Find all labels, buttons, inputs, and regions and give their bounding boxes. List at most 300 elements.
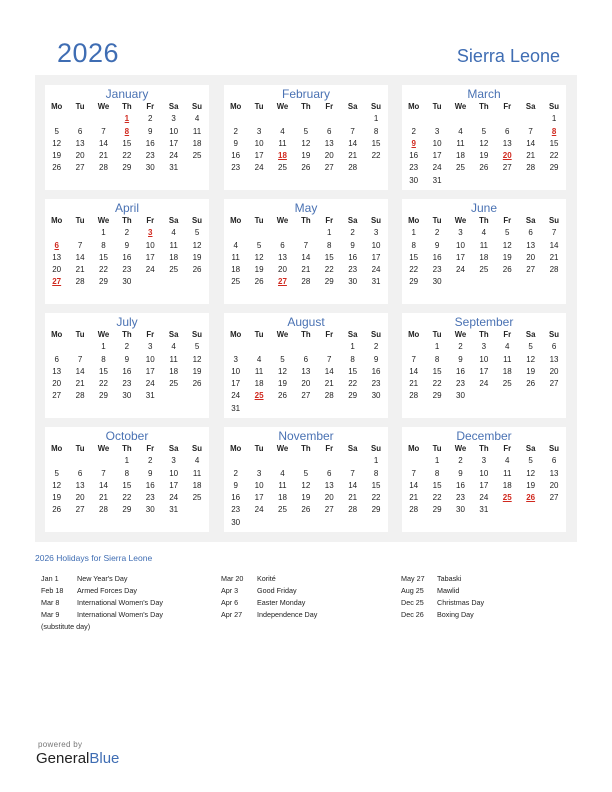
day-cell: 11 xyxy=(278,480,287,490)
holiday-name: Mawlid xyxy=(437,586,460,595)
day-cell: 1 xyxy=(327,228,332,238)
month-march xyxy=(402,85,566,190)
weekday-header: Mo xyxy=(408,102,420,111)
day-cell: 10 xyxy=(169,126,179,136)
empty-cell xyxy=(224,341,247,353)
day-cell: 6 xyxy=(551,342,557,352)
day-cell: 6 xyxy=(54,354,59,364)
day-cell: 17 xyxy=(169,138,179,148)
day-cell: 5 xyxy=(280,354,285,364)
day-cell: 14 xyxy=(99,138,108,148)
month-april xyxy=(45,199,209,304)
day-cell: 21 xyxy=(409,379,419,389)
weekday-header: Th xyxy=(479,330,489,339)
day-cell: 30 xyxy=(122,391,132,401)
day-cell: 13 xyxy=(75,480,85,490)
day-cell: 22 xyxy=(324,265,334,275)
day-cell: 14 xyxy=(99,480,108,490)
day-cell: 4 xyxy=(233,240,238,250)
day-cell: 6 xyxy=(327,126,332,136)
day-cell: 9 xyxy=(434,240,440,250)
weekday-header: Sa xyxy=(525,216,536,225)
day-cell: 17 xyxy=(231,379,241,389)
weekday-header: Tu xyxy=(75,102,85,111)
day-cell: 18 xyxy=(456,151,465,161)
day-cell: 5 xyxy=(528,342,533,352)
weekday-header: Sa xyxy=(168,102,179,111)
day-cell: 22 xyxy=(371,493,381,503)
day-cell: 11 xyxy=(479,240,489,250)
day-cell: 16 xyxy=(371,366,381,376)
day-cell: 3 xyxy=(434,126,440,136)
day-cell: 5 xyxy=(256,240,262,250)
day-cell: 2 xyxy=(458,456,463,466)
day-cell: 16 xyxy=(456,366,465,376)
day-cell: 16 xyxy=(409,151,419,161)
day-cell: 3 xyxy=(171,114,176,124)
day-cell: 30 xyxy=(231,517,241,527)
day-cell: 11 xyxy=(169,240,178,250)
day-cell: 5 xyxy=(303,468,309,478)
weekday-header: Su xyxy=(371,102,382,111)
day-cell: 8 xyxy=(434,468,440,478)
empty-cell xyxy=(294,455,317,467)
day-cell: 5 xyxy=(194,228,200,238)
day-cell: 3 xyxy=(458,228,463,238)
day-cell: 20 xyxy=(324,493,334,503)
empty-cell xyxy=(45,113,68,125)
day-cell: 26 xyxy=(254,277,264,287)
day-cell: 14 xyxy=(348,138,358,148)
day-cell: 19 xyxy=(52,493,62,503)
day-cell: 22 xyxy=(122,493,132,503)
day-cell: 19 xyxy=(502,252,512,262)
weekday-header: We xyxy=(276,216,289,225)
empty-cell xyxy=(247,455,270,467)
day-cell: 9 xyxy=(148,468,153,478)
day-cell: 3 xyxy=(481,456,487,466)
day-cell: 9 xyxy=(148,126,153,136)
empty-cell xyxy=(318,113,341,125)
day-cell: 11 xyxy=(503,354,512,364)
day-cell: 12 xyxy=(52,480,62,490)
day-cell: 13 xyxy=(52,252,62,262)
day-cell: 16 xyxy=(145,138,155,148)
day-cell: 14 xyxy=(75,252,85,262)
day-cell: 24 xyxy=(169,493,179,503)
day-cell: 15 xyxy=(371,480,381,490)
day-cell: 27 xyxy=(502,163,512,173)
weekday-header: Tu xyxy=(432,444,442,453)
day-cell: 9 xyxy=(373,354,379,364)
day-cell: 9 xyxy=(233,480,238,490)
weekday-header: Mo xyxy=(230,216,242,225)
day-cell: 29 xyxy=(348,391,358,401)
day-cell: 8 xyxy=(124,468,130,478)
weekday-header: Tu xyxy=(254,330,264,339)
day-cell: 16 xyxy=(122,252,132,262)
weekday-header: Sa xyxy=(525,102,536,111)
weekday-header: Sa xyxy=(168,444,179,453)
day-cell: 27 xyxy=(324,505,334,515)
month-september xyxy=(402,313,566,418)
month-grid xyxy=(402,215,566,289)
weekday-header: We xyxy=(454,102,467,111)
substitute-note: (substitute day) xyxy=(41,622,91,631)
day-cell: 29 xyxy=(432,505,442,515)
weekday-header: Mo xyxy=(51,444,63,453)
day-cell: 22 xyxy=(371,151,381,161)
day-cell: 2 xyxy=(233,126,238,136)
holiday-row xyxy=(41,609,163,621)
day-cell: 12 xyxy=(278,366,287,376)
weekday-header: Su xyxy=(192,444,203,453)
day-cell: 30 xyxy=(456,391,465,401)
weekday-header: Fr xyxy=(503,330,512,339)
day-cell: 10 xyxy=(432,138,442,148)
day-cell: 13 xyxy=(278,252,287,262)
day-cell: 3 xyxy=(148,342,153,352)
month-grid xyxy=(224,101,388,175)
weekday-header: Sa xyxy=(168,330,179,339)
day-cell: 27 xyxy=(75,163,85,173)
weekday-header: Su xyxy=(549,444,560,453)
day-cell: 21 xyxy=(549,252,559,262)
day-cell: 26 xyxy=(301,163,311,173)
month-name: September xyxy=(454,315,514,329)
holiday-day: 8 xyxy=(124,126,130,136)
day-cell: 1 xyxy=(411,228,416,238)
day-cell: 2 xyxy=(411,126,416,136)
day-cell: 29 xyxy=(122,163,132,173)
day-cell: 3 xyxy=(256,126,262,136)
day-cell: 31 xyxy=(479,505,489,515)
day-cell: 22 xyxy=(549,151,559,161)
holiday-name: Tabaski xyxy=(437,574,462,583)
day-cell: 24 xyxy=(254,505,264,515)
weekday-header: Fr xyxy=(325,330,334,339)
day-cell: 24 xyxy=(479,379,489,389)
day-cell: 19 xyxy=(192,366,202,376)
day-cell: 20 xyxy=(526,252,536,262)
empty-cell xyxy=(271,227,294,239)
empty-cell xyxy=(449,113,472,125)
day-cell: 30 xyxy=(409,175,419,185)
day-cell: 20 xyxy=(549,480,559,490)
day-cell: 2 xyxy=(124,228,130,238)
day-cell: 1 xyxy=(551,114,557,124)
weekday-header: We xyxy=(97,216,110,225)
day-cell: 21 xyxy=(75,379,85,389)
holiday-date: Feb 18 xyxy=(41,586,64,595)
weekday-header: Sa xyxy=(347,444,358,453)
day-cell: 27 xyxy=(324,163,334,173)
day-cell: 25 xyxy=(169,265,179,275)
day-cell: 12 xyxy=(479,138,489,148)
day-cell: 1 xyxy=(434,456,440,466)
day-cell: 18 xyxy=(479,252,489,262)
day-cell: 29 xyxy=(122,505,132,515)
weekday-header: We xyxy=(276,444,289,453)
day-cell: 18 xyxy=(502,480,512,490)
empty-cell xyxy=(402,341,425,353)
empty-cell xyxy=(68,455,91,467)
day-cell: 25 xyxy=(278,163,287,173)
day-cell: 1 xyxy=(101,342,106,352)
month-june xyxy=(402,199,566,304)
day-cell: 18 xyxy=(254,379,264,389)
holiday-day: 9 xyxy=(411,138,416,148)
day-cell: 25 xyxy=(278,505,287,515)
day-cell: 23 xyxy=(145,151,155,161)
holiday-column-1 xyxy=(41,573,163,633)
holiday-row xyxy=(41,573,163,585)
month-grid xyxy=(224,443,388,529)
holiday-day: 1 xyxy=(124,114,130,124)
holiday-name: International Women's Day xyxy=(77,610,163,619)
weekday-header: Mo xyxy=(408,330,420,339)
weekday-header: Su xyxy=(192,216,203,225)
day-cell: 28 xyxy=(75,391,85,401)
month-name: August xyxy=(287,315,325,329)
month-december xyxy=(402,427,566,532)
day-cell: 23 xyxy=(409,163,419,173)
weekday-header: Th xyxy=(122,444,132,453)
day-cell: 2 xyxy=(233,468,238,478)
day-cell: 7 xyxy=(350,468,355,478)
day-cell: 12 xyxy=(301,138,311,148)
day-cell: 30 xyxy=(456,505,465,515)
empty-cell xyxy=(318,455,341,467)
day-cell: 5 xyxy=(54,468,59,478)
month-name: November xyxy=(278,429,334,443)
holiday-day: 27 xyxy=(278,277,287,287)
day-cell: 27 xyxy=(52,391,62,401)
day-cell: 31 xyxy=(169,505,179,515)
brand-logo[interactable] xyxy=(36,750,119,767)
weekday-header: Mo xyxy=(230,444,242,453)
day-cell: 2 xyxy=(434,228,440,238)
day-cell: 4 xyxy=(481,228,487,238)
day-cell: 30 xyxy=(348,277,358,287)
month-name: December xyxy=(456,429,512,443)
month-grid xyxy=(45,101,209,175)
day-cell: 31 xyxy=(432,175,442,185)
month-grid xyxy=(45,329,209,403)
day-cell: 12 xyxy=(301,480,311,490)
holidays-title: 2026 Holidays for Sierra Leone xyxy=(35,553,153,563)
day-cell: 1 xyxy=(350,342,355,352)
holiday-column-3 xyxy=(401,573,484,621)
weekday-header: We xyxy=(276,330,289,339)
day-cell: 30 xyxy=(145,163,155,173)
day-cell: 5 xyxy=(54,126,59,136)
day-cell: 2 xyxy=(373,342,379,352)
weekday-header: Mo xyxy=(51,330,63,339)
day-cell: 13 xyxy=(52,366,62,376)
day-cell: 8 xyxy=(350,354,355,364)
holiday-row xyxy=(41,597,163,609)
weekday-header: Mo xyxy=(230,330,242,339)
day-cell: 16 xyxy=(456,480,465,490)
day-cell: 22 xyxy=(348,379,358,389)
day-cell: 24 xyxy=(432,163,442,173)
weekday-header: Sa xyxy=(525,330,536,339)
day-cell: 18 xyxy=(231,265,241,275)
day-cell: 7 xyxy=(303,240,309,250)
day-cell: 28 xyxy=(301,277,311,287)
day-cell: 14 xyxy=(409,366,419,376)
weekday-header: Su xyxy=(549,216,560,225)
day-cell: 16 xyxy=(348,252,358,262)
day-cell: 24 xyxy=(479,493,489,503)
day-cell: 1 xyxy=(101,228,106,238)
weekday-header: Sa xyxy=(525,444,536,453)
day-cell: 21 xyxy=(301,265,311,275)
day-cell: 16 xyxy=(432,252,442,262)
weekday-header: Tu xyxy=(254,216,264,225)
weekday-header: Su xyxy=(371,216,382,225)
day-cell: 13 xyxy=(549,354,559,364)
day-cell: 1 xyxy=(373,456,379,466)
day-cell: 11 xyxy=(192,468,202,478)
weekday-header: Sa xyxy=(168,216,179,225)
brand-blue: Blue xyxy=(89,750,120,767)
month-name: July xyxy=(116,315,138,329)
day-cell: 29 xyxy=(99,277,108,287)
weekday-header: Sa xyxy=(347,102,358,111)
day-cell: 7 xyxy=(411,468,416,478)
day-cell: 18 xyxy=(192,138,202,148)
day-cell: 28 xyxy=(324,391,334,401)
day-cell: 26 xyxy=(526,379,536,389)
day-cell: 24 xyxy=(456,265,465,275)
day-cell: 15 xyxy=(549,138,559,148)
weekday-header: Fr xyxy=(503,444,512,453)
day-cell: 23 xyxy=(456,379,465,389)
weekday-header: We xyxy=(97,102,110,111)
day-cell: 20 xyxy=(278,265,287,275)
day-cell: 25 xyxy=(192,493,202,503)
day-cell: 8 xyxy=(327,240,332,250)
holiday-row xyxy=(41,585,163,597)
month-grid xyxy=(402,101,566,187)
day-cell: 2 xyxy=(350,228,355,238)
day-cell: 15 xyxy=(432,480,442,490)
day-cell: 27 xyxy=(75,505,85,515)
day-cell: 2 xyxy=(124,342,130,352)
weekday-header: Su xyxy=(192,330,203,339)
month-grid xyxy=(45,443,209,517)
day-cell: 14 xyxy=(549,240,559,250)
day-cell: 25 xyxy=(169,379,179,389)
day-cell: 30 xyxy=(371,391,381,401)
empty-cell xyxy=(247,227,270,239)
day-cell: 4 xyxy=(505,456,510,466)
day-cell: 20 xyxy=(549,366,559,376)
day-cell: 2 xyxy=(148,114,153,124)
weekday-header: Th xyxy=(301,330,311,339)
day-cell: 23 xyxy=(432,265,442,275)
brand-general: General xyxy=(36,750,90,767)
day-cell: 23 xyxy=(122,379,132,389)
month-july xyxy=(45,313,209,418)
day-cell: 8 xyxy=(101,354,106,364)
day-cell: 5 xyxy=(481,126,487,136)
day-cell: 25 xyxy=(479,265,489,275)
holiday-date: Dec 26 xyxy=(401,610,424,619)
day-cell: 20 xyxy=(75,151,85,161)
day-cell: 18 xyxy=(192,480,202,490)
day-cell: 17 xyxy=(479,480,489,490)
empty-cell xyxy=(519,113,542,125)
weekday-header: Th xyxy=(122,330,132,339)
weekday-header: Th xyxy=(479,102,489,111)
empty-cell xyxy=(294,113,317,125)
day-cell: 29 xyxy=(549,163,559,173)
day-cell: 12 xyxy=(526,354,536,364)
day-cell: 6 xyxy=(327,468,332,478)
day-cell: 6 xyxy=(280,240,285,250)
holiday-date: Dec 25 xyxy=(401,598,424,607)
month-may xyxy=(224,199,388,304)
day-cell: 19 xyxy=(479,151,489,161)
day-cell: 3 xyxy=(171,456,176,466)
day-cell: 8 xyxy=(434,354,440,364)
day-cell: 24 xyxy=(169,151,179,161)
day-cell: 19 xyxy=(192,252,202,262)
empty-cell xyxy=(68,113,91,125)
day-cell: 6 xyxy=(551,456,557,466)
day-cell: 15 xyxy=(371,138,381,148)
day-cell: 27 xyxy=(549,379,559,389)
day-cell: 30 xyxy=(432,277,442,287)
day-cell: 10 xyxy=(254,138,264,148)
holiday-name: Independence Day xyxy=(257,610,318,619)
day-cell: 5 xyxy=(528,456,533,466)
empty-cell xyxy=(425,113,448,125)
day-cell: 23 xyxy=(231,505,241,515)
day-cell: 21 xyxy=(75,265,85,275)
day-cell: 5 xyxy=(194,342,200,352)
weekday-header: Su xyxy=(549,330,560,339)
weekday-header: Th xyxy=(301,444,311,453)
day-cell: 19 xyxy=(278,379,287,389)
day-cell: 4 xyxy=(194,114,200,124)
day-cell: 14 xyxy=(348,480,358,490)
empty-cell xyxy=(68,341,91,353)
day-cell: 19 xyxy=(526,480,536,490)
day-cell: 22 xyxy=(122,151,132,161)
weekday-header: Su xyxy=(192,102,203,111)
day-cell: 31 xyxy=(231,403,241,413)
day-cell: 19 xyxy=(254,265,264,275)
weekday-header: Mo xyxy=(408,216,420,225)
day-cell: 4 xyxy=(280,126,285,136)
day-cell: 18 xyxy=(278,493,287,503)
day-cell: 11 xyxy=(503,468,512,478)
day-cell: 7 xyxy=(528,126,533,136)
day-cell: 6 xyxy=(505,126,510,136)
day-cell: 12 xyxy=(526,468,536,478)
day-cell: 21 xyxy=(409,493,419,503)
holiday-column-2 xyxy=(221,573,317,621)
day-cell: 31 xyxy=(169,163,179,173)
day-cell: 4 xyxy=(280,468,285,478)
day-cell: 26 xyxy=(301,505,311,515)
calendar-panel xyxy=(35,75,577,542)
holiday-row xyxy=(401,609,484,621)
